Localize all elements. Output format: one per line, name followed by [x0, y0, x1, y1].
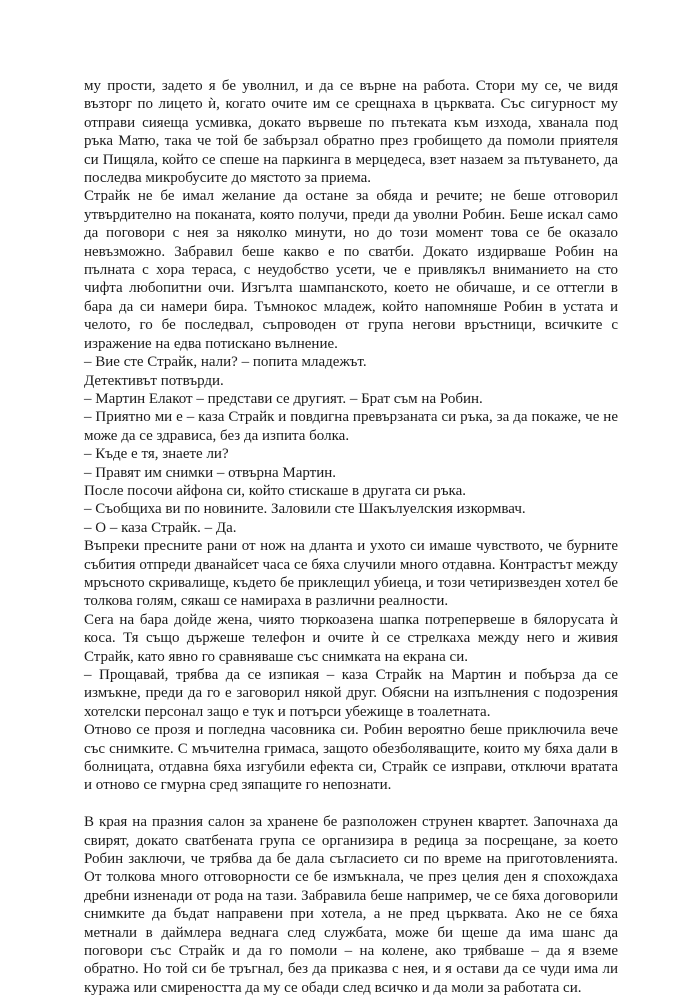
document-page — [84, 77, 618, 997]
dialogue-line: – Прощавай, трябва да се изпикая – каза Страйк на Мартин и побърза да се измъкне, преди да го е заговорил някой друг. Обясни на изпълнения с подозрения хотелски персонал защо е тук и потърси убежище в тоалетната. — [84, 667, 618, 720]
paragraph: Отново се прозя и погледна часовника си. Робин вероятно беше приключила вече със снимките. С мъчителна гримаса, защото обезболяващите, които му бяха дали в болницата, отдавна бяха изгубили ефекта си, Страйк се изправи, отключи вратата и отново се гмурна сред зяпащите го непознати. — [84, 722, 618, 794]
paragraph: Детективът потвърди. — [84, 372, 224, 389]
paragraph: Страйк не бе имал желание да остане за обяда и речите; не беше отговорил утвърдително на поканата, която получи, преди да уволни Робин. Беше искал само да поговори с нея за няколко минути, но до този момент това се бе оказало невъзможно. Забравил беше какво е по сватби. Докато издирваше Робин на пълната с хора тераса, с неудобство усети, че е привлякъл вниманието на сто чифта любопитни очи. Изгълта шампанското, което не обичаше, и се оттегли в бара да си намери бира. Тъмнокос младеж, който напомняше Робин в устата и челото, го бе последвал, съпроводен от група негови връстници, всичките с изражение на едва потискано вълнение. — [84, 188, 618, 352]
paragraph: му прости, задето я бе уволнил, и да се върне на работа. Стори му се, че видя възторг по лицето ѝ, когато очите им се срещнаха в църквата. Със сигурност му отправи сияеща усмивка, докато вървеше по пътеката към изхода, хванала под ръка Матю, така че той бе забързал обратно през гробището да помоли приятеля си Пищяла, който се спеше на паркинга в мерцедеса, взет назаем за пътуването, да последва микробусите до мястото за приема. — [84, 78, 618, 187]
dialogue-line: – О – каза Страйк. – Да. — [84, 519, 237, 536]
dialogue-line: – Мартин Елакот – представи се другият. – Брат съм на Робин. — [84, 390, 483, 407]
dialogue-line: – Правят им снимки – отвърна Мартин. — [84, 464, 337, 481]
dialogue-line: – Вие сте Страйк, нали? – попита младежът. — [84, 354, 367, 371]
dialogue-line: – Къде е тя, знаете ли? — [84, 446, 229, 463]
paragraph: После посочи айфона си, който стискаше в другата си ръка. — [84, 482, 467, 499]
dialogue-line: – Съобщиха ви по новините. Заловили сте Шакълуелския изкормвач. — [84, 501, 526, 518]
paragraph: Въпреки пресните рани от нож на дланта и ухото си имаше чувството, че бурните събития отпреди дванайсет часа се бяха случили много отдавна. Контрастът между мръсното скривалище, където бе приклещил убиеца, и този четиризвезден хотел бе толкова голям, сякаш се намираха в различни реалности. — [84, 538, 618, 610]
paragraph: В края на празния салон за хранене бе разположен струнен квартет. Започнаха да свирят, докато сватбената група се организира в редица за посрещане, за което Робин заключи, че трябва да бе дала съгласието си по време на приготовленията. От толкова много отговорности се бе измъкнала, че през целия ден я спохождаха дребни изненади от рода на тази. Забравила беше например, че се бяха договорили снимките да бъдат направени при хотела, а не пред църквата. Ако не се бяха метнали в даймлера веднага след службата, може би щеше да има шанс да поговори със Страйк и да го помоли – на колене, ако трябваше – да я вземе обратно. Но той си бе тръгнал, без да приказва с нея, и я остави да се чуди има ли куража или смиреността да му се обади след всичко и да моли за работата си. — [84, 814, 618, 996]
paragraph: Сега на бара дойде жена, чиято тюркоазена шапка потрепервеше в бялорусата ѝ коса. Тя също държеше телефон и очите ѝ се стрелкаха между него и живия Страйк, като явно го сравняваше със снимката на екрана си. — [84, 611, 618, 665]
dialogue-line: – Приятно ми е – каза Страйк и повдигна превързаната си ръка, за да покаже, че не може да се здрависа, без да изпита болка. — [84, 409, 618, 444]
